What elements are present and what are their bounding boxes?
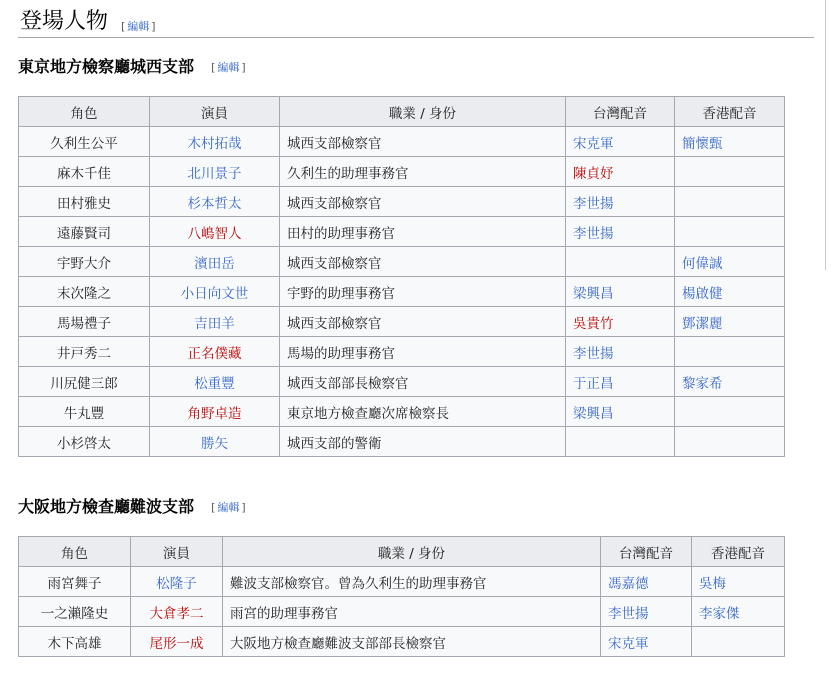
subsection-edit-link-tokyo[interactable]: 編輯 — [217, 61, 240, 74]
actor-link[interactable]: 松隆子 — [156, 575, 197, 592]
column-header: 香港配音 — [692, 537, 785, 567]
job-cell: 城西支部部長檢察官 — [280, 367, 566, 397]
table-header-row — [19, 97, 785, 127]
actor-cell — [150, 217, 280, 247]
column-header: 職業 / 身份 — [280, 97, 566, 127]
table-row — [19, 127, 785, 157]
role-cell: 雨宮舞子 — [19, 567, 131, 597]
tw-voice-cell — [566, 127, 675, 157]
tw-voice-cell — [566, 427, 675, 457]
actor-link[interactable]: 杉本哲太 — [187, 195, 242, 212]
job-cell: 田村的助理事務官 — [280, 217, 566, 247]
subsection-title-osaka: 大阪地方檢查廳難波支部 — [18, 497, 195, 516]
table-row — [19, 187, 785, 217]
role-cell: 川尻健三郎 — [19, 367, 150, 397]
tw-voice-link[interactable]: 李世揚 — [608, 605, 649, 622]
actor-cell — [150, 247, 280, 277]
subsection-edit-osaka: [ 編輯 ] — [211, 501, 246, 514]
hk-voice-link[interactable]: 黎家希 — [682, 375, 723, 392]
column-header: 角色 — [19, 537, 131, 567]
job-cell: 城西支部的警衛 — [280, 427, 566, 457]
subsection-heading-tokyo — [18, 56, 246, 78]
hk-voice-link[interactable]: 何偉誠 — [682, 255, 723, 272]
tw-voice-cell — [566, 157, 675, 187]
role-cell: 井戸秀二 — [19, 337, 150, 367]
column-header: 演員 — [150, 97, 280, 127]
column-header: 職業 / 身份 — [223, 537, 601, 567]
job-cell: 城西支部檢察官 — [280, 187, 566, 217]
actor-link[interactable]: 松重豐 — [194, 375, 235, 392]
actor-link[interactable]: 八嶋智人 — [187, 225, 242, 242]
hk-voice-link[interactable]: 簡懷甄 — [682, 135, 723, 152]
subsection-title-tokyo: 東京地方檢察廳城西支部 — [18, 57, 195, 76]
job-cell: 宇野的助理事務官 — [280, 277, 566, 307]
actor-cell — [150, 277, 280, 307]
hk-voice-cell — [675, 367, 785, 397]
role-cell: 一之瀨隆史 — [19, 597, 131, 627]
cast-table-osaka — [18, 536, 785, 657]
role-cell: 久利生公平 — [19, 127, 150, 157]
hk-voice-link[interactable]: 楊啟健 — [682, 285, 723, 302]
role-cell: 牛丸豐 — [19, 397, 150, 427]
table-row — [19, 217, 785, 247]
tw-voice-cell — [601, 597, 692, 627]
table-row — [19, 337, 785, 367]
hk-voice-cell — [675, 217, 785, 247]
job-cell: 東京地方檢查廳次席檢察長 — [280, 397, 566, 427]
section-edit: [ 編輯 ] — [121, 20, 156, 33]
hk-voice-cell — [675, 307, 785, 337]
subsection-heading-osaka — [18, 496, 246, 518]
column-header: 台灣配音 — [601, 537, 692, 567]
tw-voice-link[interactable]: 馮嘉德 — [608, 575, 649, 592]
actor-link[interactable]: 吉田羊 — [194, 315, 235, 332]
subsection-edit-link-osaka[interactable]: 編輯 — [217, 501, 240, 514]
table-row — [19, 277, 785, 307]
tw-voice-link[interactable]: 吳貴竹 — [573, 315, 614, 332]
actor-link[interactable]: 正名僕藏 — [187, 345, 242, 362]
actor-cell — [150, 157, 280, 187]
tw-voice-cell — [566, 307, 675, 337]
actor-cell — [150, 337, 280, 367]
section-title: 登場人物 — [20, 9, 109, 34]
job-cell: 雨宮的助理事務官 — [223, 597, 601, 627]
actor-cell — [150, 187, 280, 217]
tw-voice-link[interactable]: 李世揚 — [573, 345, 614, 362]
role-cell: 末次隆之 — [19, 277, 150, 307]
tw-voice-link[interactable]: 宋克軍 — [608, 635, 649, 652]
hk-voice-cell — [675, 277, 785, 307]
actor-cell — [150, 307, 280, 337]
table-row — [19, 597, 785, 627]
actor-link[interactable]: 尾形一成 — [149, 635, 204, 652]
hk-voice-cell — [675, 337, 785, 367]
role-cell: 小杉啓太 — [19, 427, 150, 457]
column-header: 台灣配音 — [566, 97, 675, 127]
hk-voice-cell — [675, 187, 785, 217]
hk-voice-cell — [692, 567, 785, 597]
tw-voice-link[interactable]: 李世揚 — [573, 195, 614, 212]
column-header: 演員 — [131, 537, 223, 567]
actor-link[interactable]: 角野卓造 — [187, 405, 242, 422]
hk-voice-cell — [675, 427, 785, 457]
role-cell: 木下高雄 — [19, 627, 131, 657]
table-row — [19, 157, 785, 187]
subsection-edit-tokyo: [ 編輯 ] — [211, 61, 246, 74]
actor-cell — [131, 597, 223, 627]
role-cell: 田村雅史 — [19, 187, 150, 217]
actor-link[interactable]: 北川景子 — [187, 165, 242, 182]
tw-voice-cell — [566, 217, 675, 247]
tw-voice-cell — [566, 397, 675, 427]
table-row — [19, 397, 785, 427]
role-cell: 宇野大介 — [19, 247, 150, 277]
table-row — [19, 367, 785, 397]
tw-voice-link[interactable]: 李世揚 — [573, 225, 614, 242]
hk-voice-link[interactable]: 吳梅 — [699, 575, 726, 592]
table-header-row — [19, 537, 785, 567]
job-cell: 難波支部檢察官。曾為久利生的助理事務官 — [223, 567, 601, 597]
table-row — [19, 427, 785, 457]
column-header: 香港配音 — [675, 97, 785, 127]
tw-voice-link[interactable]: 梁興昌 — [573, 405, 614, 422]
column-header: 角色 — [19, 97, 150, 127]
tw-voice-cell — [601, 627, 692, 657]
section-heading — [18, 6, 814, 38]
tw-voice-cell — [566, 367, 675, 397]
hk-voice-cell — [675, 157, 785, 187]
job-cell: 城西支部檢察官 — [280, 247, 566, 277]
job-cell: 大阪地方檢查廳難波支部部長檢察官 — [223, 627, 601, 657]
cast-table-tokyo — [18, 96, 785, 457]
job-cell: 城西支部檢察官 — [280, 127, 566, 157]
job-cell: 城西支部檢察官 — [280, 307, 566, 337]
actor-link[interactable]: 勝矢 — [201, 435, 228, 452]
table-row — [19, 627, 785, 657]
tw-voice-cell — [566, 277, 675, 307]
scrollbar[interactable] — [825, 0, 832, 270]
role-cell: 遠藤賢司 — [19, 217, 150, 247]
tw-voice-link[interactable]: 于正昌 — [573, 375, 614, 392]
hk-voice-cell — [692, 627, 785, 657]
hk-voice-cell — [675, 127, 785, 157]
tw-voice-cell — [566, 187, 675, 217]
table-row — [19, 307, 785, 337]
role-cell: 麻木千佳 — [19, 157, 150, 187]
hk-voice-cell — [692, 597, 785, 627]
role-cell: 馬場禮子 — [19, 307, 150, 337]
actor-cell — [150, 367, 280, 397]
hk-voice-link[interactable]: 鄧潔麗 — [682, 315, 723, 332]
actor-link[interactable]: 大倉孝二 — [149, 605, 204, 622]
actor-cell — [131, 627, 223, 657]
tw-voice-link[interactable]: 宋克軍 — [573, 135, 614, 152]
actor-link[interactable]: 小日向文世 — [180, 285, 249, 302]
section-edit-link[interactable]: 編輯 — [127, 20, 150, 33]
hk-voice-cell — [675, 247, 785, 277]
hk-voice-cell — [675, 397, 785, 427]
actor-cell — [150, 397, 280, 427]
tw-voice-cell — [566, 337, 675, 367]
tw-voice-link[interactable]: 陳貞妤 — [573, 165, 614, 182]
tw-voice-link[interactable]: 梁興昌 — [573, 285, 614, 302]
job-cell: 馬場的助理事務官 — [280, 337, 566, 367]
job-cell: 久利生的助理事務官 — [280, 157, 566, 187]
actor-link[interactable]: 濱田岳 — [194, 255, 235, 272]
tw-voice-cell — [601, 567, 692, 597]
actor-cell — [150, 427, 280, 457]
table-row — [19, 247, 785, 277]
table-row — [19, 567, 785, 597]
hk-voice-link[interactable]: 李家傑 — [699, 605, 740, 622]
actor-link[interactable]: 木村拓哉 — [187, 135, 242, 152]
tw-voice-cell — [566, 247, 675, 277]
actor-cell — [150, 127, 280, 157]
actor-cell — [131, 567, 223, 597]
